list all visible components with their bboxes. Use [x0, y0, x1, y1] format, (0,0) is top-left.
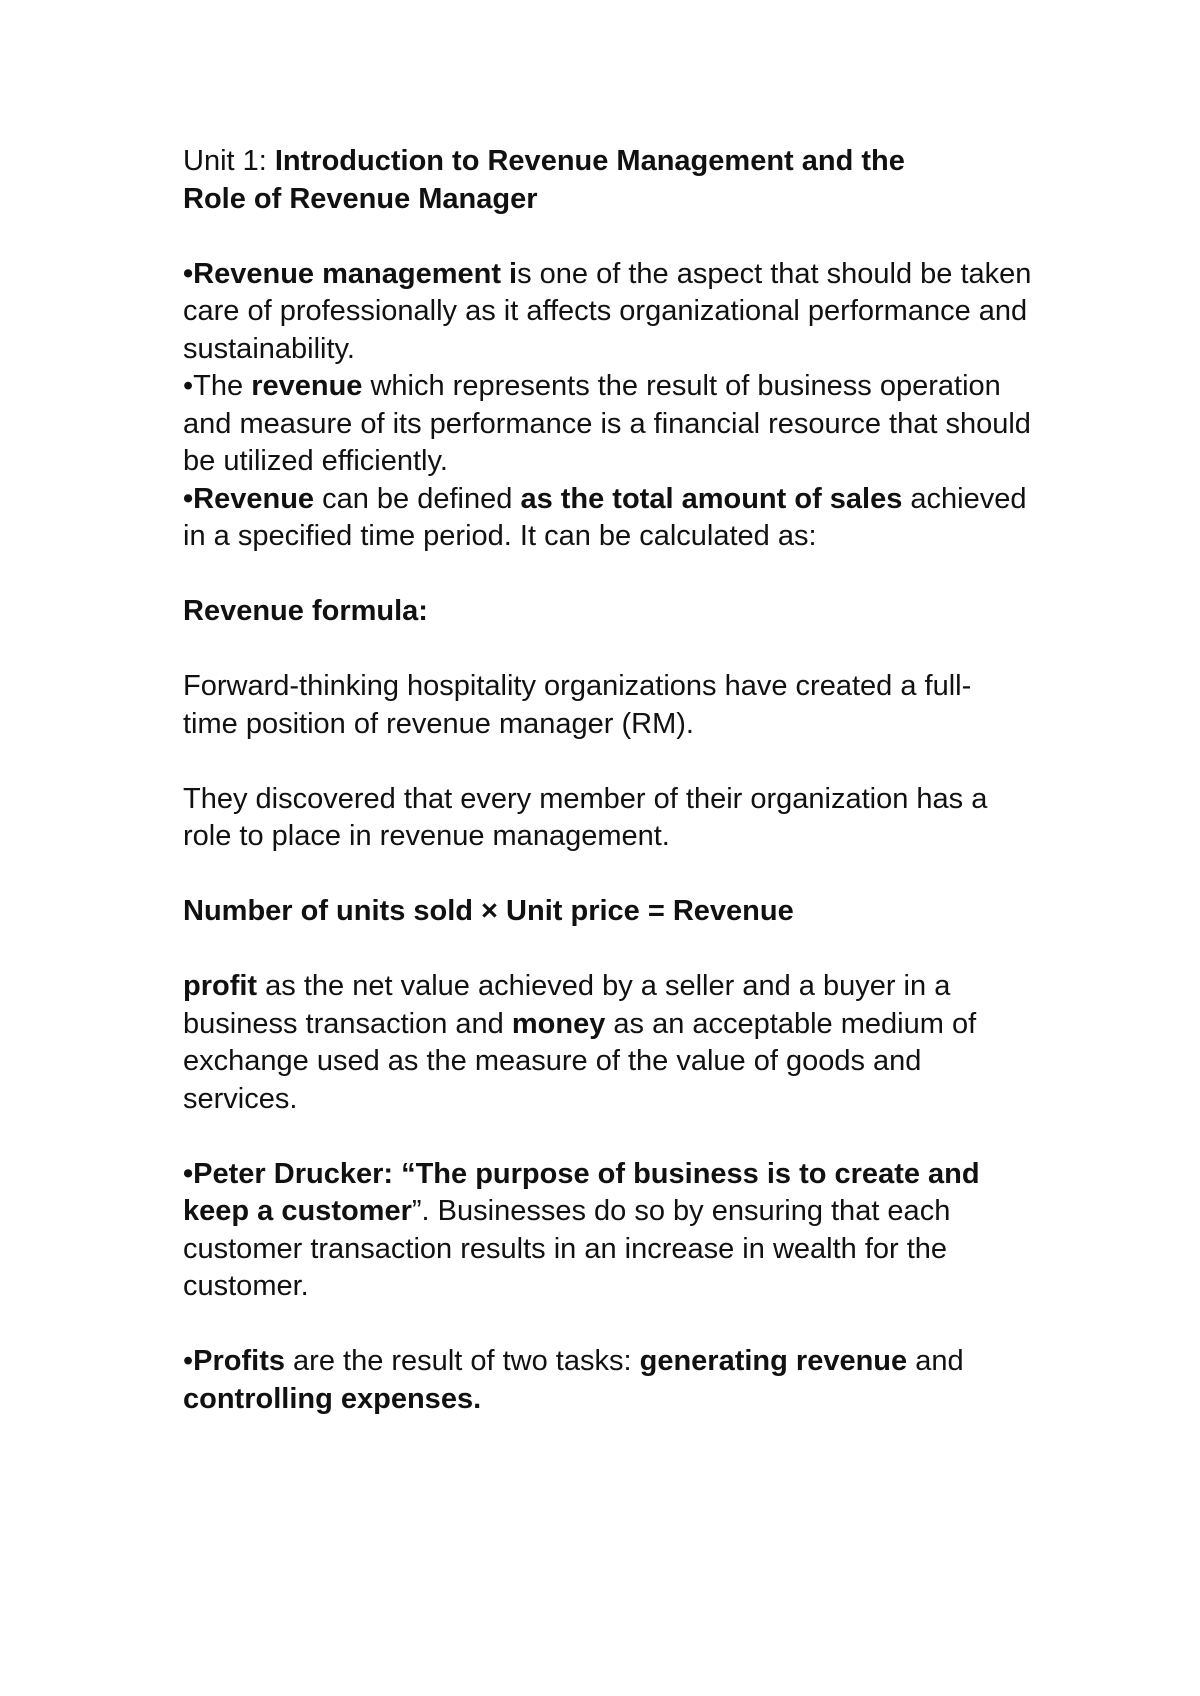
spacer	[183, 218, 1033, 256]
bullet-text: can be defined	[314, 482, 521, 515]
formula-heading: Revenue formula:	[183, 595, 428, 627]
bullet-revenue-sales	[183, 481, 1033, 556]
spacer	[183, 1306, 1033, 1344]
bullet-text: s one of the aspect that should be taken care of professionally as it affects organizational performance and sustainability.	[183, 257, 1032, 365]
unit-title-line-1: Introduction to Revenue Management and the	[274, 145, 905, 177]
paragraph-line-1: They discovered that every member of their organization has a	[183, 782, 988, 815]
bullet-revenue-definition	[183, 368, 1033, 481]
bullet-mark: •	[183, 1345, 194, 1377]
term-controlling-expenses: controlling expenses.	[183, 1382, 482, 1415]
paragraph-line-2: role to place in revenue management.	[183, 820, 670, 852]
quote-emphasis: •Peter Drucker: “The purpose of business is to create and keep a customer	[183, 1157, 980, 1227]
unit-title-line-2: Role of Revenue Manager	[183, 182, 538, 215]
bullet-text-and: and	[907, 1345, 964, 1377]
paragraph-text: as the net value achieved by a seller and a buyer in a business transaction and	[183, 970, 951, 1040]
paragraph-profit-money	[183, 968, 1033, 1118]
bullet-emphasis: as the total amount of sales	[520, 482, 903, 515]
bullet-term: •Revenue management i	[183, 257, 518, 290]
paragraph-line-2: time position of revenue manager (RM).	[183, 707, 694, 740]
spacer	[183, 556, 1033, 594]
bullet-term: revenue	[251, 370, 363, 402]
term-money: money	[511, 1007, 606, 1040]
spacer	[183, 631, 1033, 669]
unit-heading	[183, 143, 1033, 218]
bullet-text: which represents the result of business operation and measure of its performance is a financial resource that should be utilized efficiently.	[183, 370, 1031, 477]
paragraph-members	[183, 781, 1033, 856]
document-page	[183, 143, 1033, 1418]
term-generating-revenue: generating revenue	[639, 1345, 908, 1377]
unit-label: Unit 1:	[183, 145, 275, 177]
bullet-prefix: •The	[183, 370, 252, 402]
bullet-profits	[183, 1343, 1033, 1418]
paragraph-revenue-manager	[183, 668, 1033, 743]
quote-text: ”. Businesses do so by ensuring that each customer transaction results in an increase in wealth for the customer.	[183, 1195, 951, 1302]
term-profits: Profits	[193, 1345, 285, 1377]
paragraph-line-1: Forward-thinking hospitality organizations have created a full-	[183, 670, 972, 702]
term-profit: profit	[183, 970, 258, 1002]
bullet-revenue-management	[183, 256, 1033, 369]
bullet-term: •Revenue	[183, 482, 315, 515]
bullet-text: are the result of two tasks:	[285, 1345, 640, 1377]
paragraph-text-tail: as an acceptable medium of exchange used as the measure of the value of goods and services.	[183, 1007, 977, 1115]
spacer	[183, 931, 1033, 969]
spacer	[183, 743, 1033, 781]
drucker-quote	[183, 1156, 1033, 1306]
revenue-formula: Number of units sold × Unit price = Revenue	[183, 895, 794, 927]
spacer	[183, 1118, 1033, 1156]
spacer	[183, 856, 1033, 894]
bullet-text-tail: achieved in a specified time period. It can be calculated as:	[183, 482, 1027, 552]
